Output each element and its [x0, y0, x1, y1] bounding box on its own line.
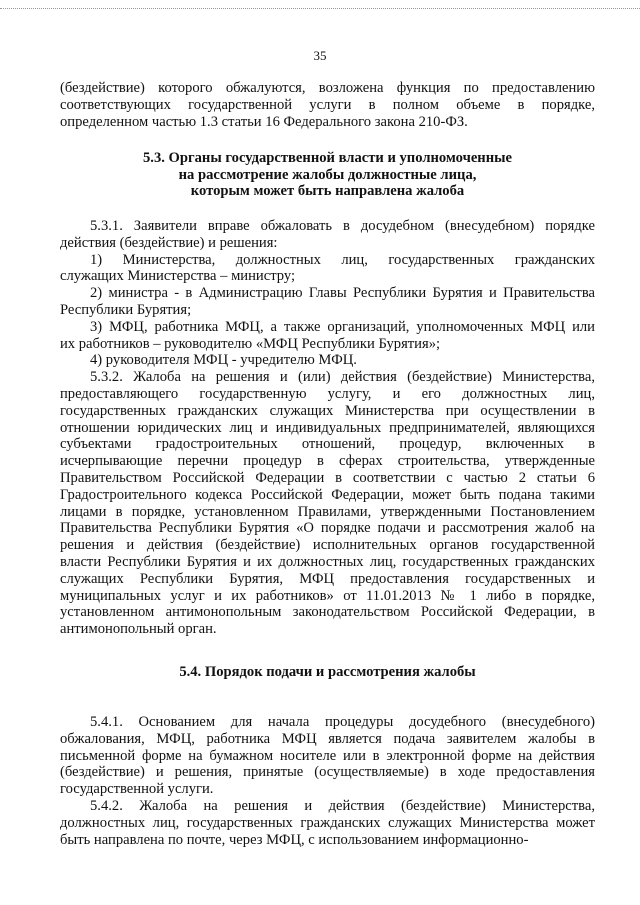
paragraph-block: [60, 218, 595, 638]
text-line: Правительством Российской Федерации в соответствии с частью 2 статьи 6: [60, 469, 595, 486]
text-line: которым может быть направлена жалоба: [190, 183, 465, 199]
text-line: государственных гражданских служащих Министерства при осуществлении в: [60, 402, 595, 419]
section-heading: [60, 664, 595, 681]
text-line: письменной форме на бумажном носителе или в электронной форме на действия: [60, 747, 595, 764]
text-line: 5.4. Порядок подачи и рассмотрения жалобы: [179, 664, 476, 680]
text-line: 3) МФЦ, работника МФЦ, а также организаций, уполномоченных МФЦ или: [90, 318, 595, 335]
text-line: Градостроительного кодекса Российской Федерации, может быть подана такими: [60, 486, 595, 503]
paragraph-block: [60, 714, 595, 848]
text-line: 2) министра - в Администрацию Главы Республики Бурятия и Правительства: [90, 285, 595, 302]
text-line: антимонопольный орган.: [60, 621, 217, 638]
text-line: обжалования, МФЦ, работника МФЦ является подача заявителем жалобы в: [60, 730, 595, 747]
text-line: действия (бездействие) и решения:: [60, 234, 278, 251]
text-line: 5.4.2. Жалоба на решения и действия (бездействие) Министерства,: [90, 797, 595, 814]
text-line: соответствующих государственной услуги в полном объеме в порядке,: [60, 96, 595, 113]
text-line: установленном антимонопольным законодательством Российской Федерации, в: [60, 604, 595, 621]
text-line: служащих Республики Бурятия, МФЦ предоставления государственных и: [60, 570, 595, 587]
text-line: исчерпывающие перечни процедур в сферах строительства, утвержденные: [60, 453, 595, 470]
text-line: отношении юридических лиц и индивидуальных предпринимателей, являющихся: [60, 419, 595, 436]
scan-artifact-line: [0, 8, 640, 10]
text-line: 5.3. Органы государственной власти и уполномоченные: [143, 150, 512, 166]
text-line: 1) Министерства, должностных лиц, государственных гражданских: [90, 251, 595, 268]
paragraph-block: [60, 80, 595, 130]
text-line: определенном частью 1.3 статьи 16 Федерального закона 210-ФЗ.: [60, 113, 468, 130]
text-line: решения и действия (бездействие) исполнительных органов государственной: [60, 537, 595, 554]
text-line: муниципальных услуг и их работников» от 11.01.2013 № 1 либо в порядке,: [60, 587, 595, 604]
text-line: 4) руководителя МФЦ - учредителю МФЦ.: [90, 352, 357, 369]
text-line: власти Республики Бурятия и их должностных лиц, государственных гражданских: [60, 553, 595, 570]
text-line: Республики Бурятия;: [60, 301, 192, 318]
text-line: их работников – руководителю «МФЦ Республики Бурятия»;: [60, 335, 441, 352]
text-line: (бездействие) и решения, принятые (осуществляемые) в ходе предоставления: [60, 764, 595, 781]
text-line: лицами в порядке, установленном Правилами, утвержденными Постановлением: [60, 503, 595, 520]
text-line: субъектами градостроительных отношений, процедур, включенных в: [60, 436, 595, 453]
text-line: государственной услуги.: [60, 781, 214, 798]
text-line: 5.3.1. Заявители вправе обжаловать в досудебном (внесудебном) порядке: [90, 218, 595, 234]
text-line: должностных лиц, государственных гражданских служащих Министерства может: [60, 814, 595, 831]
text-line: служащих Министерства – министру;: [60, 268, 296, 285]
text-line: быть направлена по почте, через МФЦ, с использованием информационно-: [60, 831, 529, 848]
text-line: на рассмотрение жалобы должностные лица,: [178, 166, 477, 183]
section-heading: [60, 150, 595, 200]
text-line: Правительства Республики Бурятия «О порядке подачи и рассмотрения жалоб на: [60, 520, 595, 537]
text-line: (бездействие) которого обжалуются, возложена функция по предоставлению: [60, 80, 595, 96]
page-number: 35: [313, 48, 327, 63]
text-line: предоставляющего государственную услугу, и его должностных лиц,: [60, 385, 595, 402]
text-line: 5.4.1. Основанием для начала процедуры досудебного (внесудебного): [90, 714, 595, 730]
text-line: 5.3.2. Жалоба на решения и (или) действия (бездействие) Министерства,: [90, 369, 595, 386]
